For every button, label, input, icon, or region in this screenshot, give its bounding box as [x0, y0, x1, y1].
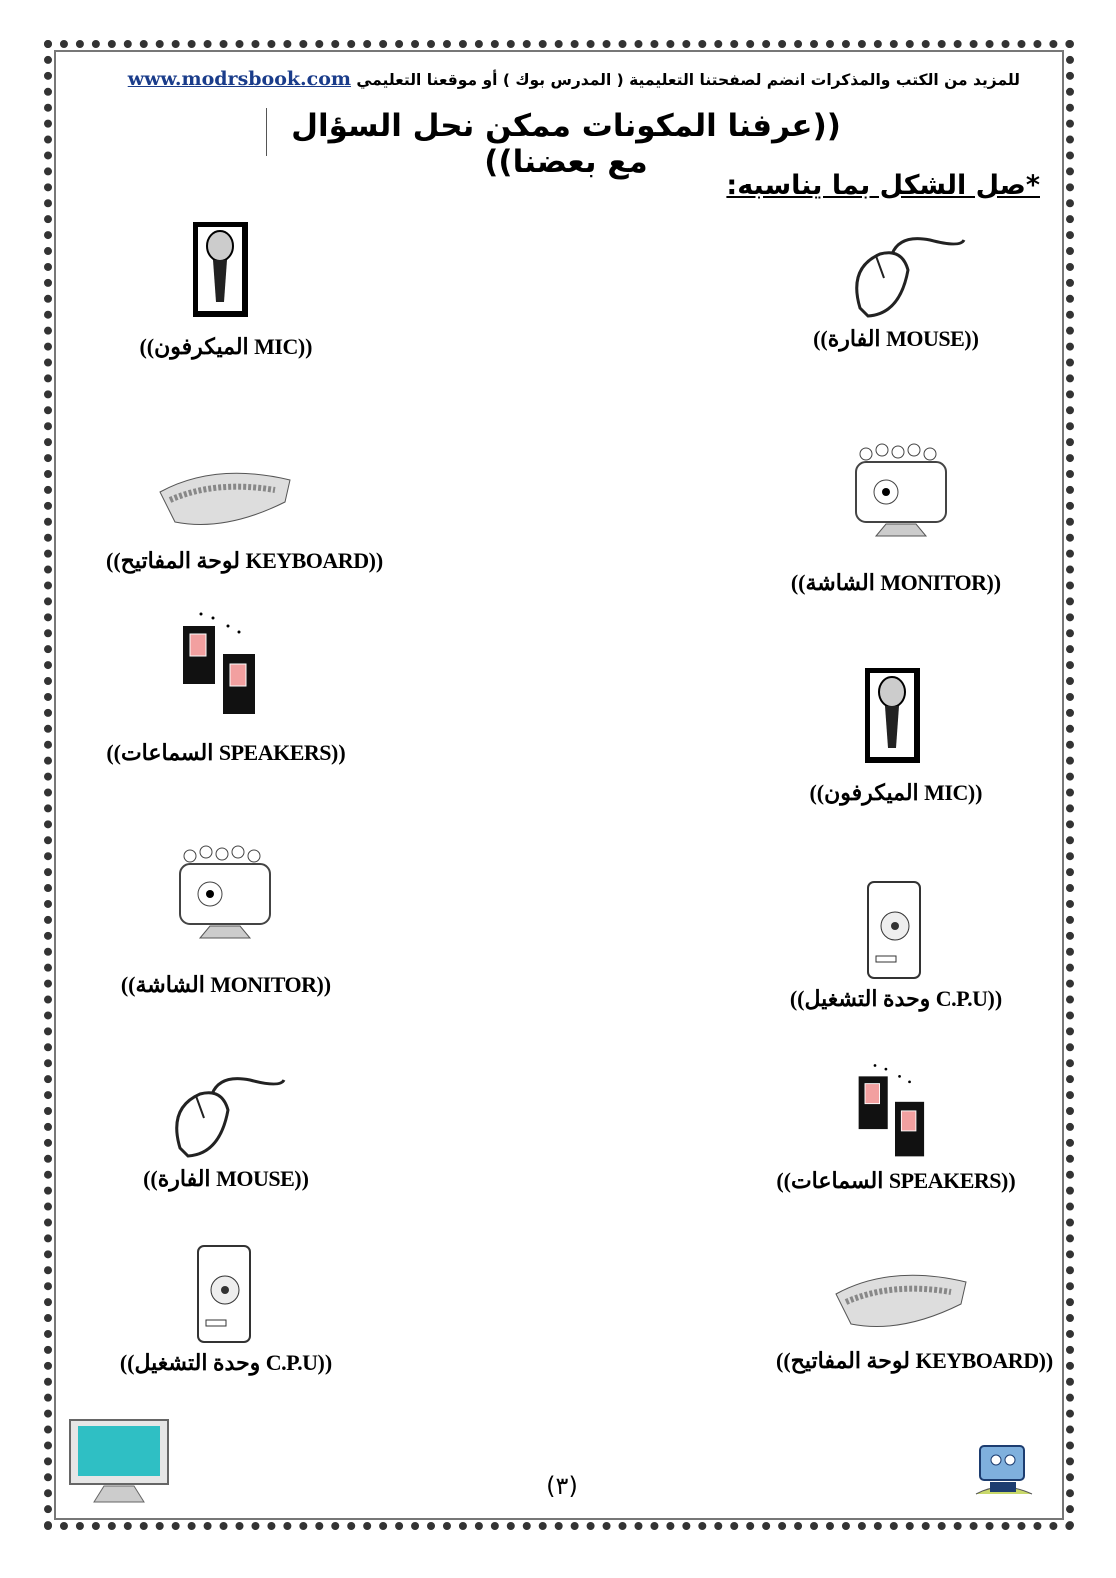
right-label-4: ((وحدة التشغيل C.P.U))	[789, 986, 1003, 1011]
right-mouse-picture	[790, 228, 1020, 320]
speakers-icon	[173, 608, 273, 718]
right-monitor-picture	[786, 440, 1016, 540]
page-number: (٣)	[546, 1472, 578, 1500]
right-keyboard-picture	[786, 1264, 1016, 1334]
left-label-4: ((الشاشة MONITOR))	[120, 972, 332, 997]
right-cpu-picture	[780, 876, 1010, 982]
keyboard-icon	[831, 1264, 971, 1334]
right-label-1: ((الفارة MOUSE))	[813, 326, 979, 351]
left-label-5: ((الفارة MOUSE))	[143, 1166, 309, 1191]
keyboard-icon	[155, 462, 295, 532]
left-cpu-picture	[110, 1240, 340, 1346]
website-link[interactable]: www.modrsbook.com	[127, 68, 352, 90]
left-speakers-picture	[108, 608, 338, 718]
instruction: *صل الشكل بما يناسبه:	[726, 170, 1040, 201]
right-label-5: ((السماعات SPEAKERS))	[776, 1168, 1016, 1193]
mouse-icon	[160, 1068, 290, 1160]
left-mic-picture	[108, 222, 338, 318]
left-label-6: ((وحدة التشغيل C.P.U))	[119, 1350, 333, 1375]
right-speakers-picture	[780, 1060, 1010, 1160]
header-text: للمزيد من الكتب والمذكرات انضم لصفحتنا التعليمية ( المدرس بوك ) أو موقعنا التعليمي	[356, 71, 1020, 89]
right-label-3: ((الميكرفون MIC))	[809, 780, 983, 805]
monitor-icon	[170, 842, 280, 942]
cartoon-computer-icon	[968, 1436, 1042, 1508]
left-keyboard-picture	[110, 462, 340, 532]
speakers-icon	[845, 1060, 945, 1160]
left-label-3: ((السماعات SPEAKERS))	[106, 740, 346, 765]
page-title: ((عرفنا المكونات ممكن نحل السؤال مع بعضنا))	[266, 108, 865, 156]
cpu-icon	[180, 1240, 270, 1346]
monitor-decoration-icon	[64, 1414, 174, 1506]
mic-icon	[193, 222, 253, 318]
right-mic-picture	[780, 668, 1010, 764]
header-notice	[108, 68, 1020, 94]
right-label-2: ((الشاشة MONITOR))	[790, 570, 1002, 595]
left-label-1: ((الميكرفون MIC))	[139, 334, 313, 359]
right-label-6: ((لوحة المفاتيح KEYBOARD))	[776, 1348, 1054, 1373]
cpu-icon	[850, 876, 940, 982]
left-label-2: ((لوحة المفاتيح KEYBOARD))	[106, 548, 384, 573]
mic-icon	[865, 668, 925, 764]
monitor-icon	[846, 440, 956, 540]
left-mouse-picture	[110, 1068, 340, 1160]
mouse-icon	[840, 228, 970, 320]
left-monitor-picture	[110, 842, 340, 942]
